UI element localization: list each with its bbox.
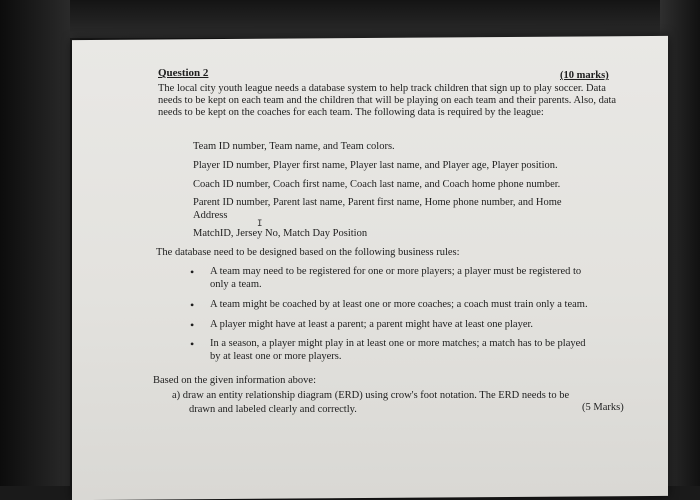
question-intro: The local city youth league needs a database system to help track children that sign up to play soccer. Data needs to be kept on each team and the children that will be playing on each team and their parents. Also, data needs to be kept on the coaches for each team. The following data is required by the league: [158,83,617,118]
rule-2: A team might be coached by at least one or more coaches; a coach must train only a team. [210,299,588,310]
rule-1-line-2: only a team. [210,279,262,290]
background-top [0,0,700,38]
question-title: Question 2 [158,67,209,79]
data-item-player: Player ID number, Player first name, Player last name, and Player age, Player position. [193,160,558,171]
question-marks: (10 marks) [560,70,609,81]
data-item-parent-cont: Address [193,210,228,221]
rule-1-line-1: A team may need to be registered for one or more players; a player must be registered to [210,266,582,277]
rule-4-line-2: by at least one or more players. [210,351,342,362]
bullet-icon: • [190,298,195,312]
data-item-match: MatchID, Jersey No, Match Day Position [193,228,368,239]
task-a-line-2: drawn and labeled clearly and correctly. [189,404,357,415]
task-a-line-1: a) draw an entity relationship diagram (ERD) using crow's foot notation. The ERD needs to be [172,390,570,401]
text-cursor-icon: I [257,219,263,229]
bullet-icon: • [190,337,195,351]
rule-4-line-1: In a season, a player might play in at least one or more matches; a match has to be played [210,338,586,349]
data-item-parent: Parent ID number, Parent last name, Parent first name, Home phone number, and Home [193,197,562,208]
data-item-coach: Coach ID number, Coach first name, Coach last name, and Coach home phone number. [193,179,561,190]
bullet-icon: • [190,265,195,279]
rules-intro: The database need to be designed based on the following business rules: [156,247,460,258]
based-on-text: Based on the given information above: [153,375,317,386]
data-item-team: Team ID number, Team name, and Team colors. [193,141,395,152]
rule-3: A player might have at least a parent; a parent might have at least one player. [210,319,534,330]
task-a-marks: (5 Marks) [582,402,624,413]
document-content [72,38,668,486]
bullet-icon: • [190,318,195,332]
background-left [0,0,70,486]
